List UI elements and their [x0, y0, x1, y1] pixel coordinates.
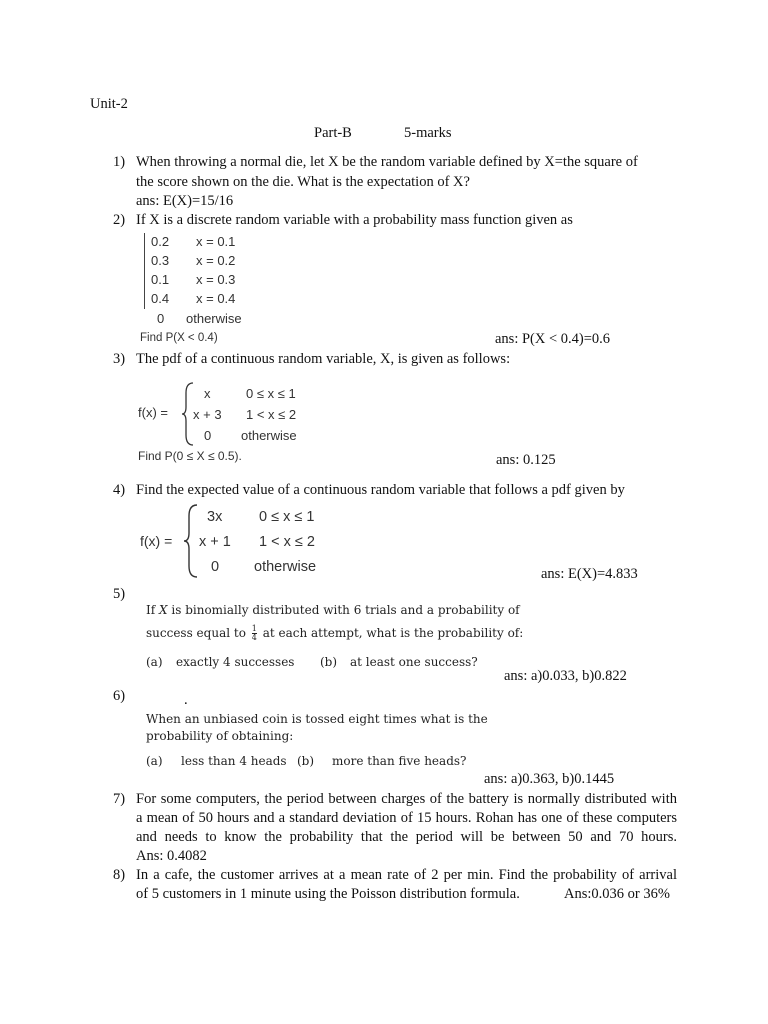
- q2-answer: ans: P(X < 0.4)=0.6: [495, 331, 611, 347]
- q2-row2-p: 0.3: [151, 253, 170, 268]
- q4-brace: [183, 503, 199, 579]
- q5-b-text: at least one success?: [350, 655, 478, 669]
- q6-dot: .: [184, 692, 188, 708]
- q6-line1: When an unbiased coin is tossed eight times what is the: [146, 712, 488, 726]
- q7-number: 7): [113, 791, 126, 807]
- q8-line1: In a cafe, the customer arrives at a mean rate of 2 per min. Find the probability of arrival: [136, 867, 677, 883]
- q2-row4-x: x = 0.4: [196, 291, 236, 306]
- q4-text: Find the expected value of a continuous random variable that follows a pdf given by: [136, 482, 625, 498]
- q4-row2-f: x + 1: [199, 534, 231, 550]
- q2-row1-x: x = 0.1: [196, 234, 236, 249]
- q7-line2: a mean of 50 hours and a standard deviation of 15 hours. Rohan has one of these computers: [136, 810, 677, 826]
- q4-row3-c: otherwise: [254, 559, 317, 575]
- q6-b-text: more than five heads?: [332, 754, 467, 768]
- q7-line3: and needs to know the probability that the period will be between 50 and 70 hours.: [136, 829, 677, 845]
- q3-find: Find P(0 ≤ X ≤ 0.5).: [138, 449, 242, 463]
- q6-line2: probability of obtaining:: [146, 729, 294, 743]
- q3-row3-f: 0: [204, 428, 212, 443]
- q2-find: Find P(X < 0.4): [140, 332, 218, 344]
- q1-number: 1): [113, 154, 126, 170]
- q4-row2-c: 1 < x ≤ 2: [259, 534, 315, 550]
- unit-heading: Unit-2: [90, 96, 128, 112]
- q4-row1-f: 3x: [207, 509, 223, 525]
- q4-number: 4): [113, 482, 126, 498]
- q2-row1-p: 0.2: [151, 234, 170, 249]
- q2-row4-p: 0.4: [151, 291, 170, 306]
- q1-answer: ans: E(X)=15/16: [136, 193, 234, 209]
- q6-number: 6): [113, 688, 126, 704]
- q5-line2: success equal to $\frac{1}{4}$ at each attempt, what is the probability of:: [146, 624, 524, 642]
- q2-row3-x: x = 0.3: [196, 272, 236, 287]
- q5-fraction: $\frac{1}{4}$: [251, 624, 257, 642]
- q5-number: 5): [113, 586, 126, 602]
- q8-line2: of 5 customers in 1 minute using the Poisson distribution formula.: [136, 886, 520, 902]
- q8-number: 8): [113, 867, 126, 883]
- q8-answer: Ans:0.036 or 36%: [564, 886, 670, 902]
- q2-brace: [144, 233, 145, 309]
- q3-number: 3): [113, 351, 126, 367]
- q2-text: If X is a discrete random variable with a probability mass function given as: [136, 212, 573, 228]
- q6-a-label: (a): [146, 754, 163, 768]
- q3-answer: ans: 0.125: [496, 452, 556, 468]
- q2-row2-x: x = 0.2: [196, 253, 236, 268]
- q2-row5-p: 0: [157, 311, 165, 326]
- q5-a-text: exactly 4 successes: [176, 655, 295, 669]
- q6-answer: ans: a)0.363, b)0.1445: [484, 771, 615, 787]
- q6-b-label: (b): [297, 754, 315, 768]
- q4-answer: ans: E(X)=4.833: [541, 566, 638, 582]
- part-heading: Part-B: [314, 125, 352, 141]
- marks-heading: 5-marks: [404, 125, 452, 141]
- q4-row3-f: 0: [211, 559, 220, 575]
- q3-row1-f: x: [204, 386, 211, 401]
- q1-line2: the score shown on the die. What is the expectation of X?: [136, 174, 470, 190]
- q3-row1-c: 0 ≤ x ≤ 1: [246, 386, 296, 401]
- q3-text: The pdf of a continuous random variable, X, is given as follows:: [136, 351, 511, 367]
- q3-fx: f(x) =: [138, 405, 168, 420]
- q2-row5-x: otherwise: [186, 311, 242, 326]
- q5-answer: ans: a)0.033, b)0.822: [504, 668, 627, 684]
- q7-answer: Ans: 0.4082: [136, 848, 207, 864]
- q1-line1: When throwing a normal die, let X be the random variable defined by X=the square of: [136, 154, 638, 170]
- q4-fx: f(x) =: [140, 533, 173, 549]
- q4-row1-c: 0 ≤ x ≤ 1: [259, 509, 315, 525]
- q3-row2-f: x + 3: [193, 407, 222, 422]
- q2-number: 2): [113, 212, 126, 228]
- q6-a-text: less than 4 heads: [181, 754, 287, 768]
- q5-b-label: (b): [320, 655, 338, 669]
- q5-line1: If X is binomially distributed with 6 trials and a probability of: [146, 603, 520, 617]
- q7-line1: For some computers, the period between charges of the battery is normally distributed with: [136, 791, 677, 807]
- q5-a-label: (a): [146, 655, 163, 669]
- q3-row3-c: otherwise: [241, 428, 297, 443]
- q2-row3-p: 0.1: [151, 272, 170, 287]
- q3-row2-c: 1 < x ≤ 2: [246, 407, 297, 422]
